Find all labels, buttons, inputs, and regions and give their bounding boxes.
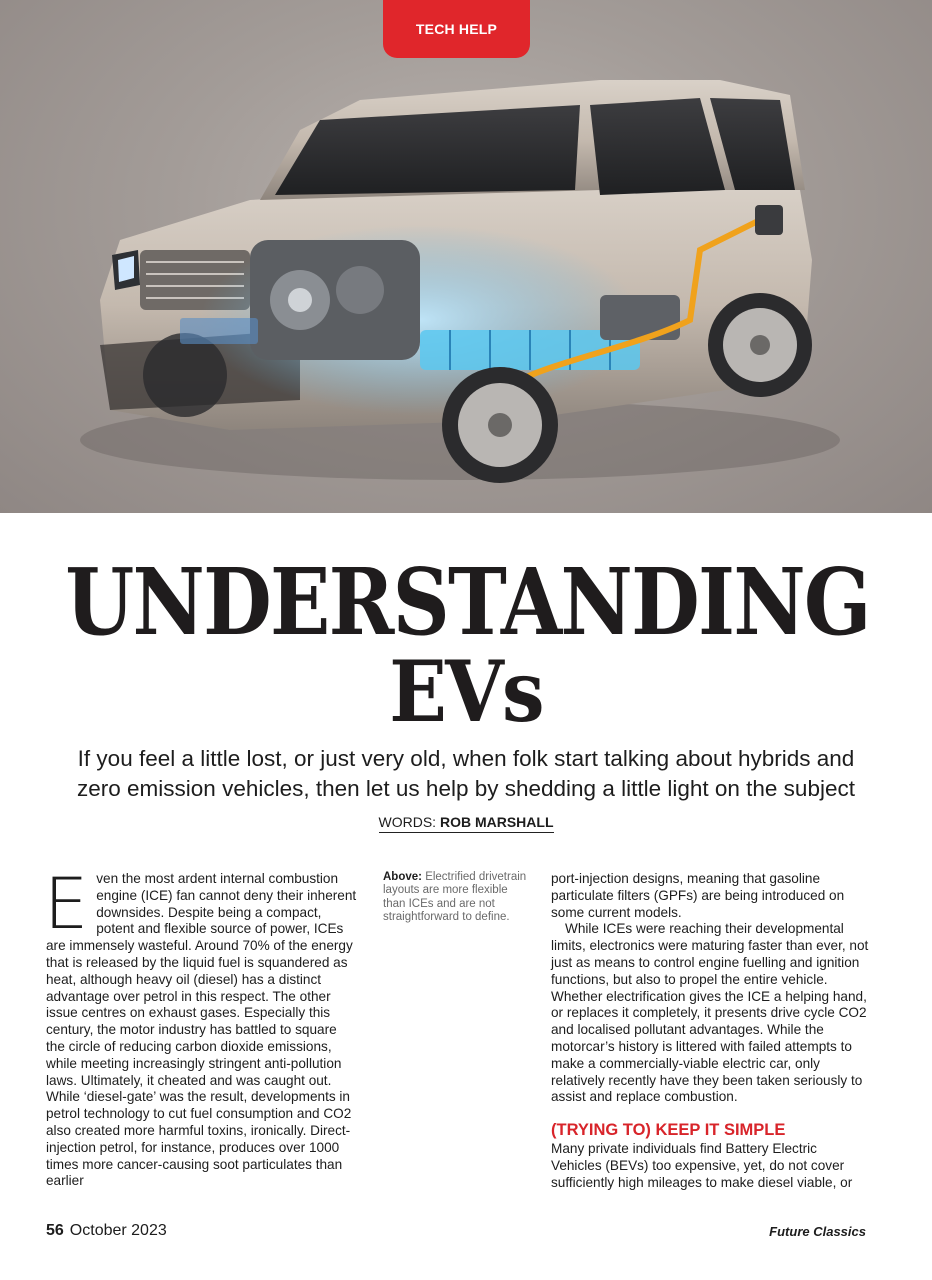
- column-1-text: ven the most ardent internal combustion engine (ICE) fan cannot deny their inherent downsides. Despite being a compact, potent and flexible source of power, ICEs are immensely wasteful. Around 70% of the energy that is released by the liquid fuel is squandered as heat, although heavy oil (diesel) has a distinct advantage over petrol in this respect. The other issue centres on exhaust gases. Especially this century, the motor industry has battled to square the circle of reducing carbon dioxide emissions, while meeting increasingly stringent anti-pollution laws. Ultimately, it cheated and was caught out. While ‘diesel-gate’ was the result, developments in petrol technology to cut fuel consumption and CO2 also created more harmful toxins, ironically. Direct-injection petrol, for instance, produces over 1000 times more cancer-causing soot particulates than earlier: [46, 871, 357, 1189]
- headline-line-2: EVs: [389, 642, 543, 741]
- article-column-3: [551, 871, 871, 1192]
- byline-author: ROB MARSHALL: [439, 814, 554, 830]
- subhead: (TRYING TO) KEEP IT SIMPLE: [551, 1121, 786, 1140]
- column-3-para-1: port-injection designs, meaning that gasoline particulate filters (GPFs) are being introduced on some current models.: [551, 871, 845, 920]
- caption-text: Electrified drivetrain layouts are more flexible than ICEs and are not straightforward to define.: [383, 871, 527, 924]
- article-column-1: [44, 863, 358, 1190]
- issue-date: October 2023: [69, 1222, 167, 1239]
- magazine-name: Future Classics: [769, 1224, 866, 1239]
- byline-label: WORDS:: [378, 814, 437, 830]
- image-caption: [383, 871, 533, 925]
- headline-line-1: UNDERSTANDING: [65, 548, 870, 656]
- caption-label: Above:: [383, 871, 422, 883]
- drop-cap: E: [44, 863, 89, 945]
- byline: [0, 814, 932, 830]
- page-number: 56: [46, 1222, 64, 1239]
- standfirst-line-2: zero emission vehicles, then let us help by shedding a little light on the subject: [77, 776, 855, 801]
- column-3-para-2: While ICEs were reaching their developmental limits, electronics were maturing faster than ever, not just as means to control engine fuelling and ignition functions, but also to propel the entire vehicle. Whether electrification gives the ICE a helping hand, or replaces it completely, it presents drive cycle CO2 and localised pollutant advantages. While the motorcar’s history is littered with failed attempts to make a commercially-viable electric car, only relatively recently have they been taken seriously to assist and replace combustion.: [551, 921, 869, 1105]
- section-tab: TECH HELP: [383, 0, 530, 58]
- range-rover-cutaway-icon: [0, 0, 932, 513]
- standfirst: [40, 744, 892, 804]
- standfirst-line-1: If you feel a little lost, or just very old, when folk start talking about hybrids and: [77, 746, 855, 771]
- column-3-para-3: Many private individuals find Battery Electric Vehicles (BEVs) too expensive, yet, do not cover sufficiently high mileages to make diesel viable, or: [551, 1141, 853, 1190]
- page-folio: [46, 1222, 167, 1240]
- hero-image: [0, 0, 932, 513]
